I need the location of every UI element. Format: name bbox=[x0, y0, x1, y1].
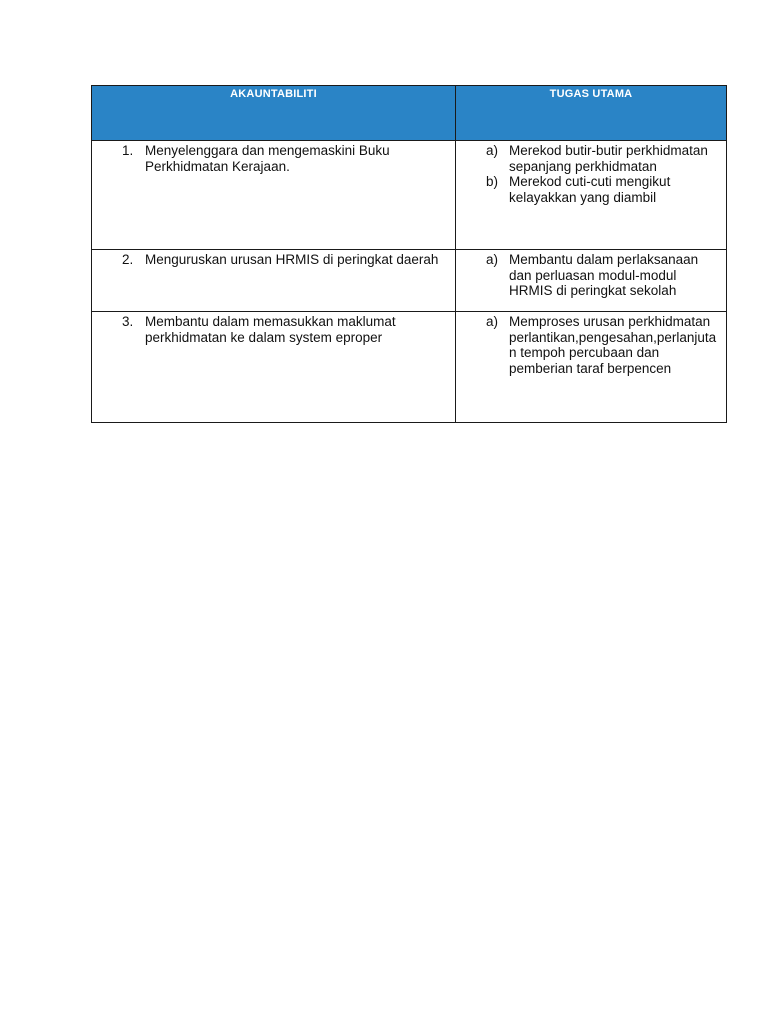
item-number: 1. bbox=[122, 143, 134, 158]
item-number: 3. bbox=[122, 314, 134, 329]
tasks-cell bbox=[456, 312, 727, 423]
task-item bbox=[486, 252, 722, 299]
tasks-cell bbox=[456, 141, 727, 250]
accountability-text: Membantu dalam memasukkan maklumat perkhidmatan ke dalam system eproper bbox=[145, 314, 396, 345]
task-marker: a) bbox=[486, 252, 499, 267]
tasks-cell bbox=[456, 250, 727, 312]
accountability-item bbox=[92, 141, 455, 174]
accountability-cell bbox=[92, 250, 456, 312]
header-akauntabiliti: AKAUNTABILITI bbox=[92, 86, 456, 141]
task-marker: a) bbox=[486, 314, 499, 329]
task-item bbox=[486, 174, 722, 205]
accountability-item bbox=[92, 250, 455, 268]
accountability-cell bbox=[92, 312, 456, 423]
task-text: Membantu dalam perlaksanaan dan perluasan modul-modul HRMIS di peringkat sekolah bbox=[509, 252, 699, 298]
accountability-cell bbox=[92, 141, 456, 250]
table-row bbox=[92, 250, 727, 312]
task-item bbox=[486, 314, 722, 376]
accountability-text: Menyelenggara dan mengemaskini Buku Perkhidmatan Kerajaan. bbox=[145, 143, 390, 174]
accountability-text: Menguruskan urusan HRMIS di peringkat daerah bbox=[145, 252, 439, 267]
task-marker: b) bbox=[486, 174, 499, 189]
task-list bbox=[456, 250, 726, 299]
task-list bbox=[456, 141, 726, 205]
table-row bbox=[92, 312, 727, 423]
task-text: Merekod butir-butir perkhidmatan sepanjang perkhidmatan bbox=[509, 143, 708, 174]
task-text: Merekod cuti-cuti mengikut kelayakkan yang diambil bbox=[509, 174, 671, 205]
item-number: 2. bbox=[122, 252, 134, 267]
task-text: Memproses urusan perkhidmatan perlantikan,pengesahan,perlanjutan tempoh percubaan dan pemberian taraf berpencen bbox=[509, 314, 717, 376]
header-tugas-utama: TUGAS UTAMA bbox=[456, 86, 727, 141]
table-row bbox=[92, 141, 727, 250]
task-item bbox=[486, 143, 722, 174]
task-list bbox=[456, 312, 726, 376]
accountability-table bbox=[91, 85, 727, 423]
table-header-row bbox=[92, 86, 727, 141]
task-marker: a) bbox=[486, 143, 499, 158]
accountability-item bbox=[92, 312, 455, 345]
